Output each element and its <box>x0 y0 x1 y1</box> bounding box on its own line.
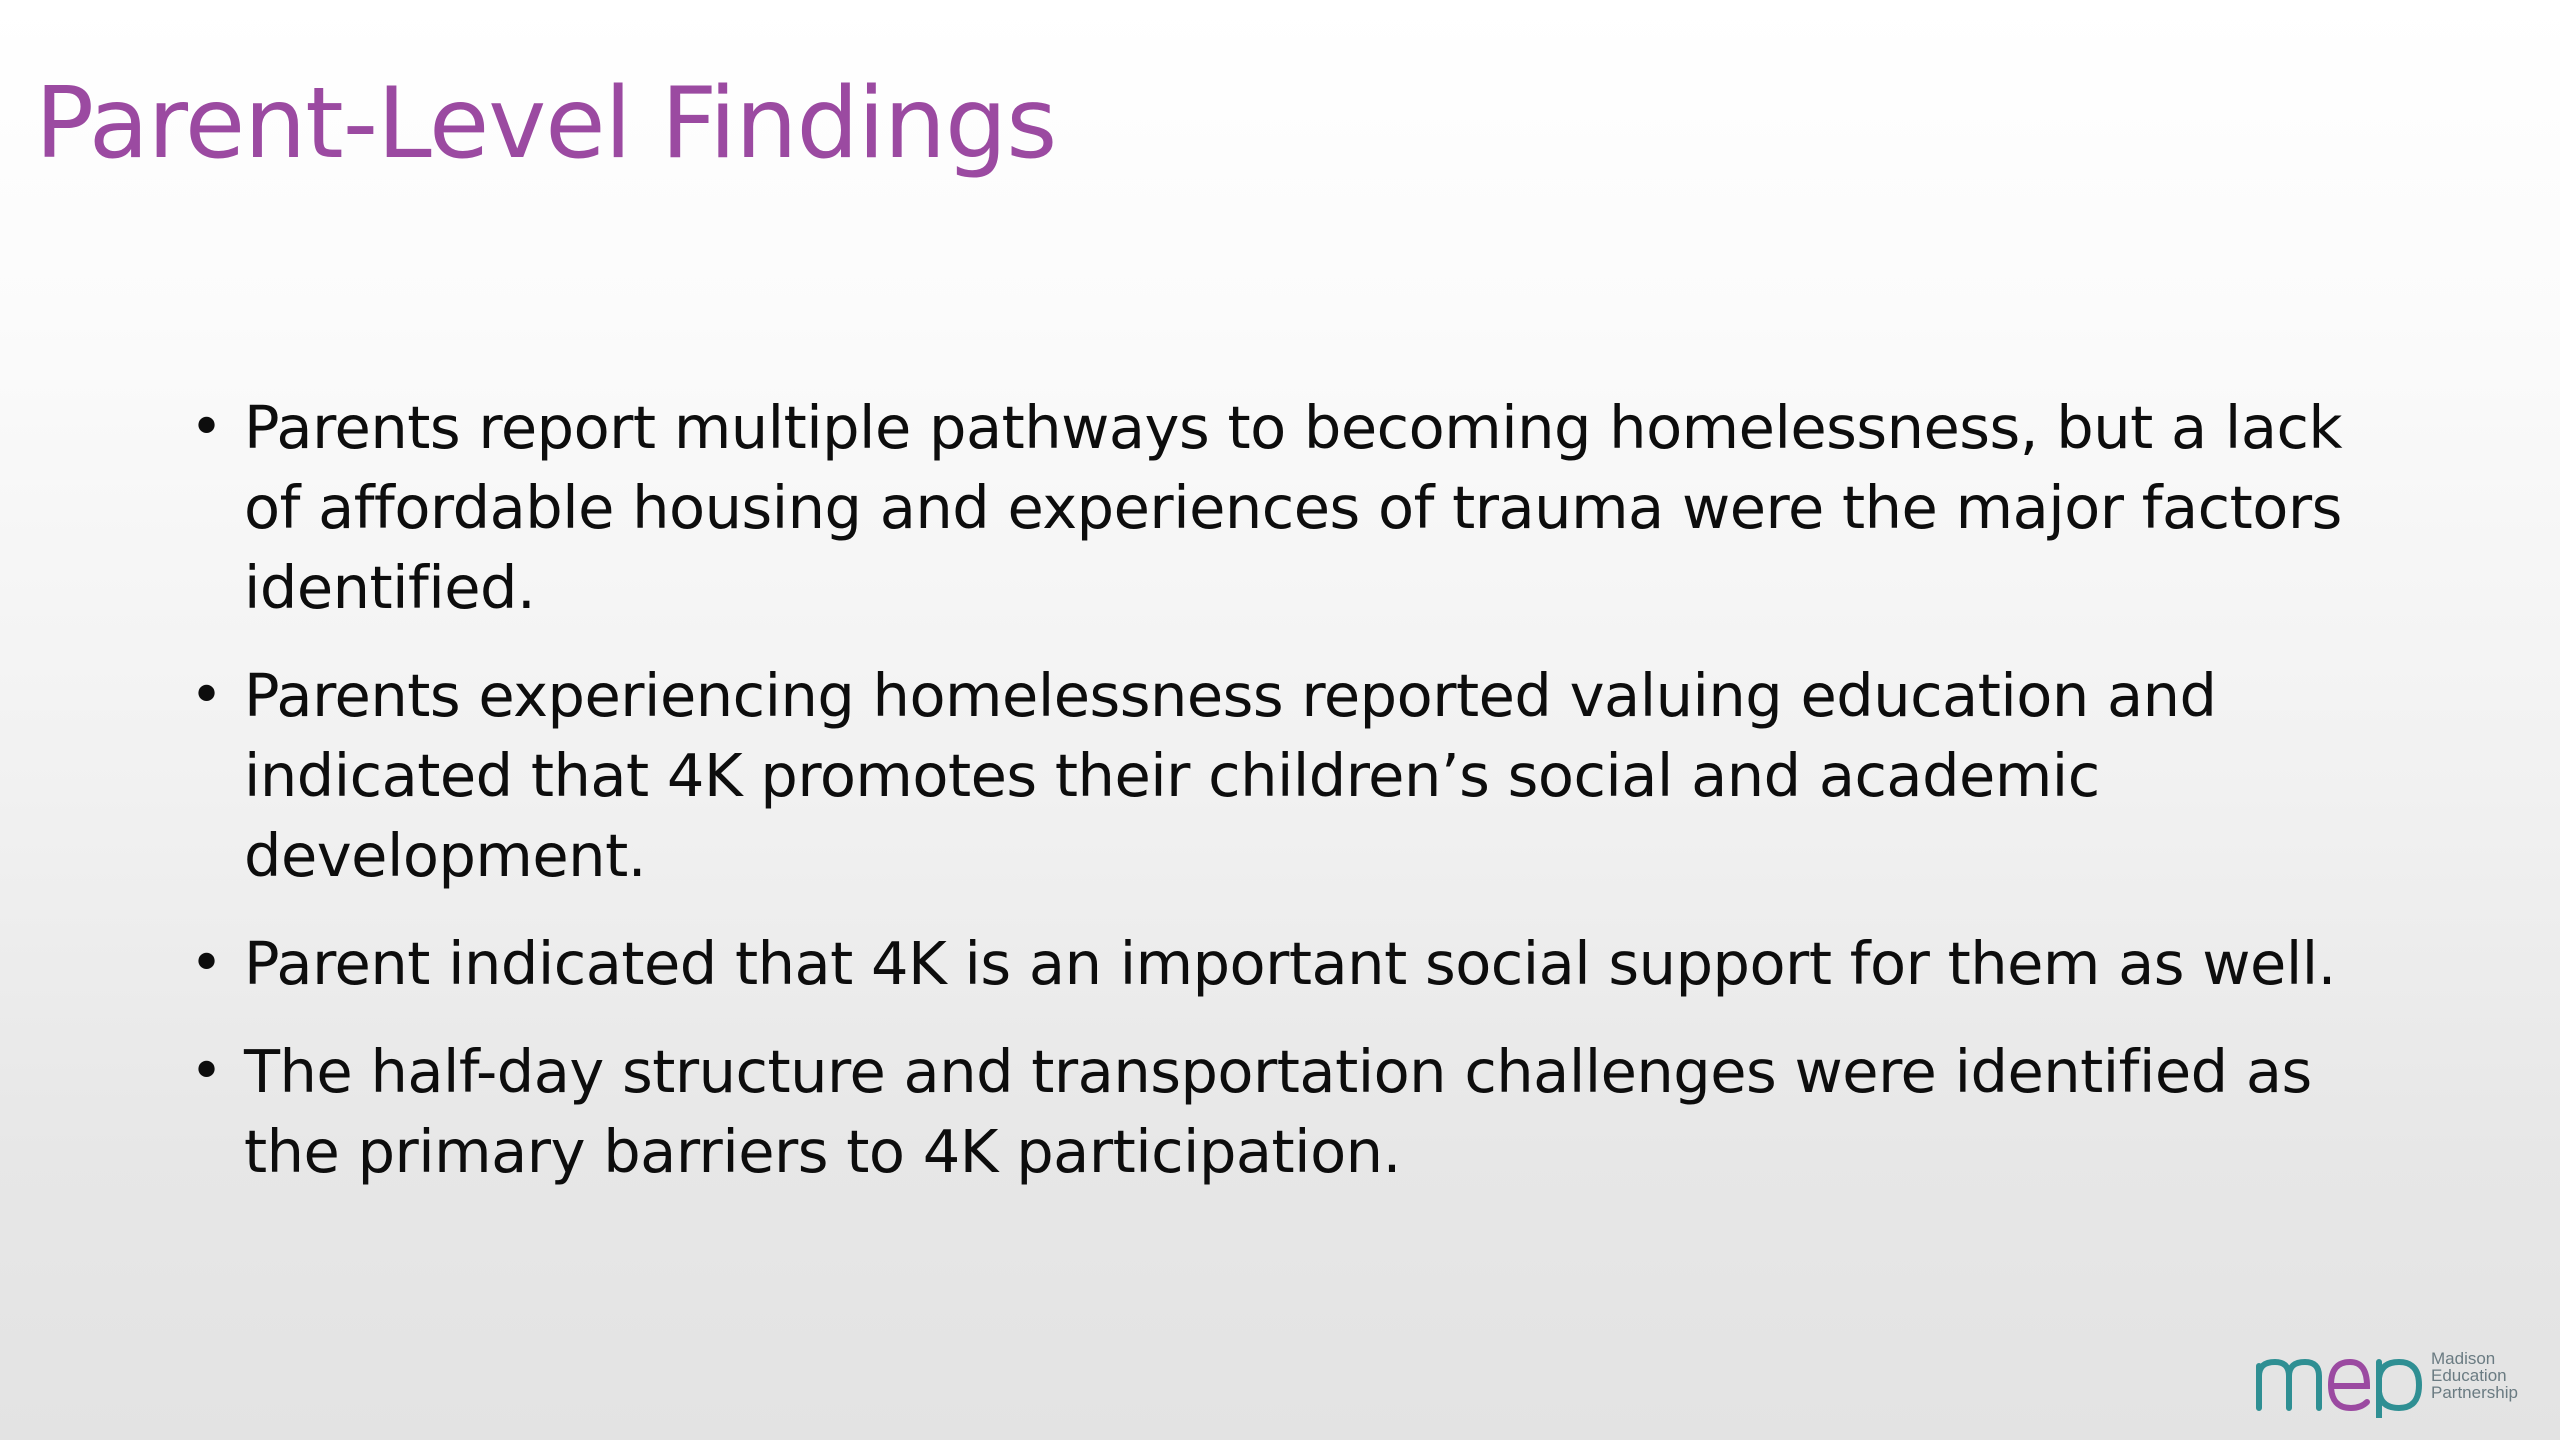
bullet-text: The half-day structure and transportation challenges were identified as the primary barriers to 4K participation. <box>244 1037 2312 1186</box>
bullet-text: Parent indicated that 4K is an important social support for them as well. <box>244 929 2336 998</box>
slide-title: Parent-Level Findings <box>35 67 1057 181</box>
bullet-item <box>190 388 2390 628</box>
bullet-item <box>190 1032 2390 1192</box>
bullet-marker: • <box>190 663 223 728</box>
bullet-marker: • <box>190 931 223 996</box>
bullet-list <box>190 388 2390 1220</box>
bullet-item <box>190 656 2390 896</box>
bullet-marker: • <box>190 395 223 460</box>
mep-logo-mark <box>2255 1348 2425 1418</box>
mep-logo-text <box>2431 1350 2518 1401</box>
bullet-text: Parents report multiple pathways to becoming homelessness, but a lack of affordable housing and experiences of trauma were the major factors identified. <box>244 393 2343 622</box>
logo-word-partnership: Partnership <box>2431 1383 2518 1402</box>
bullet-marker: • <box>190 1039 223 1104</box>
bullet-item <box>190 924 2390 1004</box>
bullet-text: Parents experiencing homelessness reported valuing education and indicated that 4K promotes their children’s social and academic development. <box>244 661 2217 890</box>
logo-word-madison: Madison <box>2431 1349 2496 1368</box>
logo-word-education: Education <box>2431 1366 2507 1385</box>
mep-logo <box>2255 1338 2545 1418</box>
